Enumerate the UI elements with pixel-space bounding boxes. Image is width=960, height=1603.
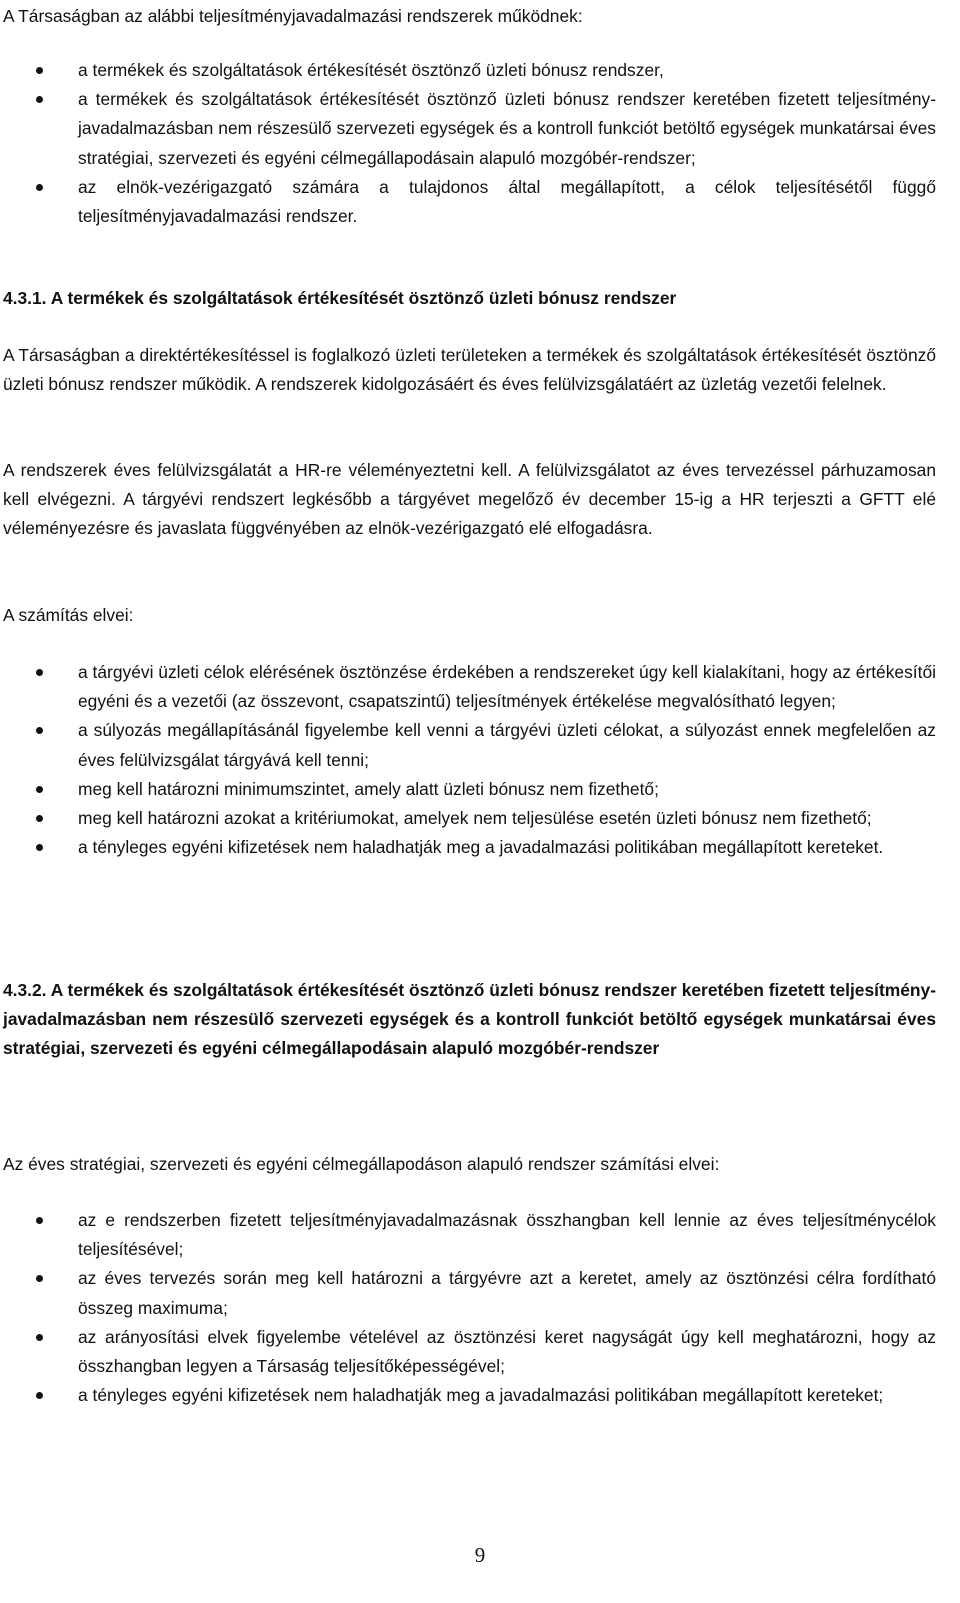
section-heading-4-3-1: 4.3.1. A termékek és szolgáltatások értékesítését ösztönző üzleti bónusz rendszer bbox=[3, 288, 677, 308]
bullet-icon bbox=[36, 67, 43, 74]
list-item: az arányosítási elvek figyelembe vételével az ösztönzési keret nagyságát úgy kell meghatározni, hogy az összhangban legyen a Társaság teljesítőképességével; bbox=[0, 1323, 936, 1381]
bullet-icon bbox=[36, 669, 43, 676]
list-item: az elnök-vezérigazgató számára a tulajdonos által megállapított, a célok teljesítésétől függő teljesítményjavadalmazási rendszer. bbox=[0, 173, 936, 231]
bullet-icon bbox=[36, 1275, 43, 1282]
bullet-icon bbox=[36, 786, 43, 793]
list-item: meg kell határozni minimumszintet, amely alatt üzleti bónusz nem fizethető; bbox=[0, 775, 936, 804]
list-item: a termékek és szolgáltatások értékesítését ösztönző üzleti bónusz rendszer, bbox=[0, 56, 936, 85]
section1-principles-label: A számítás elvei: bbox=[3, 605, 134, 625]
intro-list bbox=[0, 56, 936, 231]
section1-principles-list bbox=[0, 658, 936, 862]
list-item: a tárgyévi üzleti célok elérésének ösztönzése érdekében a rendszereket úgy kell kialakítani, hogy az értékesítői egyéni és a vezetői (az összevont, csapatszintű) teljesítmények értékelése megvalósítható legyen; bbox=[0, 658, 936, 716]
bullet-icon bbox=[36, 1217, 43, 1224]
bullet-icon bbox=[36, 844, 43, 851]
section1-paragraph-1: A Társaságban a direktértékesítéssel is foglalkozó üzleti területeken a termékek és szolgáltatások értékesítését ösztönző üzleti bónusz rendszer működik. A rendszerek kidolgozásáért és éves felülvizsgálatáért az üzletág vezetői felelnek. bbox=[3, 345, 936, 395]
bullet-icon bbox=[36, 815, 43, 822]
section1-paragraph-2: A rendszerek éves felülvizsgálatát a HR-re véleményeztetni kell. A felülvizsgálatot az éves tervezéssel párhuzamosan kell elvégezni. A tárgyévi rendszert legkésőbb a tárgyévet megelőző év december 15-ig a HR terjeszti a GFTT elé véleményezésre és javaslata függvényében az elnök-vezérigazgató elé elfogadásra. bbox=[3, 460, 936, 539]
intro-paragraph: A Társaságban az alábbi teljesítményjavadalmazási rendszerek működnek: bbox=[3, 6, 583, 26]
bullet-icon bbox=[36, 1334, 43, 1341]
section2-principles-label: Az éves stratégiai, szervezeti és egyéni célmegállapodáson alapuló rendszer számítási elvei: bbox=[3, 1154, 720, 1174]
list-item: az e rendszerben fizetett teljesítményjavadalmazásnak összhangban kell lennie az éves teljesítménycélok teljesítésével; bbox=[0, 1206, 936, 1264]
list-item: a tényleges egyéni kifizetések nem haladhatják meg a javadalmazási politikában megállapított kereteket. bbox=[0, 833, 936, 862]
section-heading-4-3-2: 4.3.2. A termékek és szolgáltatások értékesítését ösztönző üzleti bónusz rendszer keretében fizetett teljesítmény-javadalmazásban nem részesülő szervezeti egységek és a kontroll funkciót betöltő egységek munkatársai éves stratégiai, szervezeti és egyéni célmegállapodásain alapuló mozgóbér-rendszer bbox=[3, 980, 936, 1059]
bullet-icon bbox=[36, 184, 43, 191]
section2-principles-list bbox=[0, 1206, 936, 1410]
bullet-icon bbox=[36, 727, 43, 734]
list-item: a termékek és szolgáltatások értékesítését ösztönző üzleti bónusz rendszer keretében fizetett teljesítmény-javadalmazásban nem részesülő szervezeti egységek és a kontroll funkciót betöltő egységek munkatársai éves stratégiai, szervezeti és egyéni célmegállapodásain alapuló mozgóbér-rendszer; bbox=[0, 85, 936, 173]
list-item: a súlyozás megállapításánál figyelembe kell venni a tárgyévi üzleti célokat, a súlyozást ennek megfelelően az éves felülvizsgálat tárgyává kell tenni; bbox=[0, 716, 936, 774]
list-item: meg kell határozni azokat a kritériumokat, amelyek nem teljesülése esetén üzleti bónusz nem fizethető; bbox=[0, 804, 936, 833]
list-item: a tényleges egyéni kifizetések nem haladhatják meg a javadalmazási politikában megállapított kereteket; bbox=[0, 1381, 936, 1410]
page-number: 9 bbox=[474, 1543, 486, 1567]
bullet-icon bbox=[36, 1392, 43, 1399]
list-item: az éves tervezés során meg kell határozni a tárgyévre azt a keretet, amely az ösztönzési célra fordítható összeg maximuma; bbox=[0, 1264, 936, 1322]
bullet-icon bbox=[36, 96, 43, 103]
